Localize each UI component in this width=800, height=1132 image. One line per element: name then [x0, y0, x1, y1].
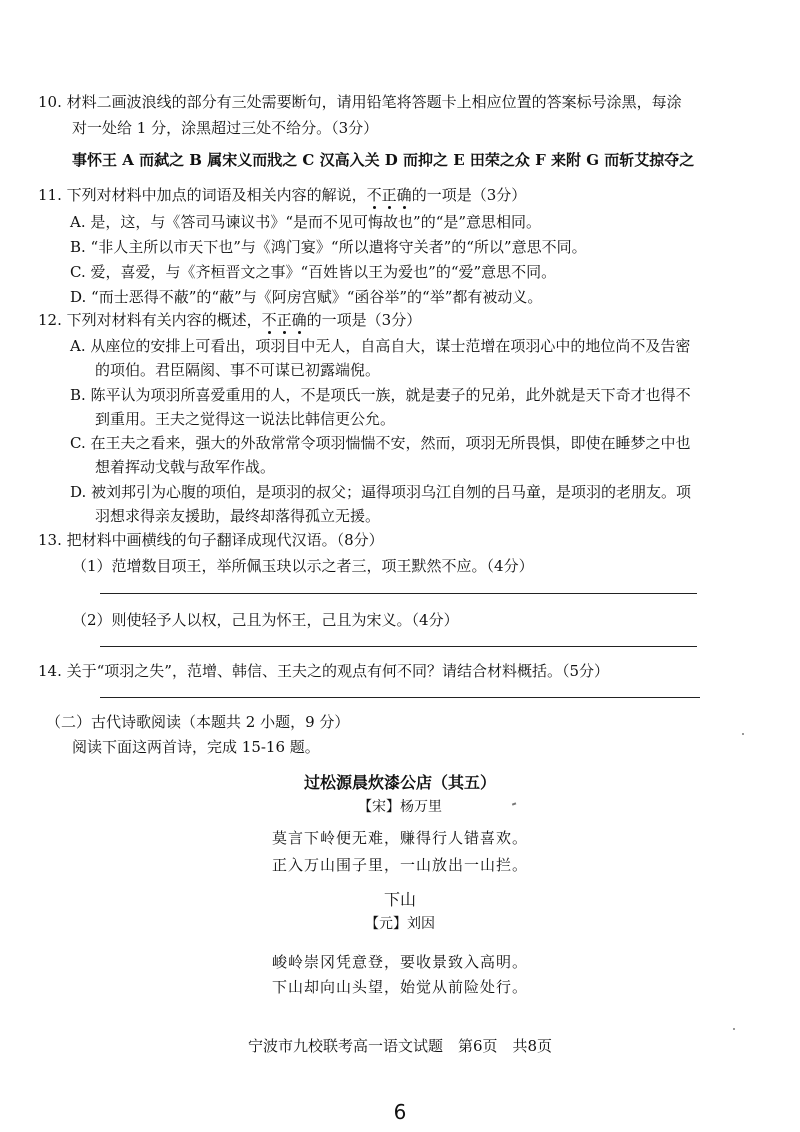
scan-speck — [733, 1028, 735, 1030]
q11-option-c: C. 爱，喜爱，与《齐桓晋文之事》“百姓皆以王为爱也”的“爱”意思不同。 — [70, 263, 557, 281]
q13-sub2: （2）则使轻予人以权，己且为怀王，己且为宋义。（4分） — [72, 611, 459, 629]
poem1-author: 【宋】杨万里 — [358, 799, 442, 815]
q12-option-d-line1: D. 被刘邦引为心腹的项伯，是项羽的叔父；逼得项羽乌江自刎的吕马童，是项羽的老朋友。项 — [70, 483, 692, 501]
q11-emphasis-bu: 不 — [366, 186, 382, 204]
q13-sub1-answer-line — [100, 593, 697, 594]
q12-option-a-line1: A. 从座位的安排上可看出，项羽目中无人，自高自大，谋士范增在项羽心中的地位尚不及告密 — [70, 337, 691, 355]
q11-option-d: D. “而士恶得不蔽”的“蔽”与《阿房宫赋》“函谷举”的“举”都有被动义。 — [70, 288, 543, 306]
q13-sub2-answer-line — [100, 646, 697, 647]
poem2-line2: 下山却向山头望，始觉从前险处行。 — [271, 978, 528, 996]
poem2-author: 【元】刘因 — [365, 916, 435, 932]
q14-answer-line — [100, 697, 700, 698]
poem1-line2: 正入万山围子里，一山放出一山拦。 — [271, 856, 528, 874]
q12-stem-after: 的一项是（3分） — [306, 311, 422, 329]
section2-instruction: 阅读下面这两首诗，完成 15-16 题。 — [72, 738, 320, 756]
q11-option-b: B. “非人主所以市天下也”与《鸿门宴》“所以遣将守关者”的“所以”意思不同。 — [70, 238, 587, 256]
q13-sub1: （1）范增数目项王，举所佩玉玦以示之者三，项王默然不应。（4分） — [72, 557, 534, 575]
q12-option-c-line1: C. 在王夫之看来，强大的外敌常常令项羽惴惴不安，然而，项羽无所畏惧，即使在睡梦之中也 — [70, 434, 691, 452]
q11-option-a: A. 是，这，与《答司马谏议书》“是而不见可悔故也”的“是”意思相同。 — [70, 213, 542, 231]
poem1-line1: 莫言下岭便无难，赚得行人错喜欢。 — [271, 829, 528, 847]
q12-option-b-line1: B. 陈平认为项羽所喜爱重用的人，不是项氏一族，就是妻子的兄弟，此外就是天下奇才也得不 — [70, 386, 691, 404]
q14-stem: 14. 关于“项羽之失”，范增、韩信、王夫之的观点有何不同？请结合材料概括。（5分） — [38, 662, 610, 680]
q12-emphasis-que: 确 — [291, 311, 307, 329]
q12-stem — [38, 310, 421, 330]
q11-stem-after: 的一项是（3分） — [411, 186, 527, 204]
q11-emphasis-que: 确 — [396, 186, 412, 204]
section2-heading: （二）古代诗歌阅读（本题共 2 小题，9 分） — [46, 713, 350, 731]
q10-stem-line2: 对一处给 1 分，涂黑超过三处不给分。（3分） — [72, 119, 379, 137]
q12-option-d-line2: 羽想求得亲友援助，最终却落得孤立无援。 — [95, 507, 381, 525]
q12-option-c-line2: 想着挥动戈戟与敌军作战。 — [95, 458, 276, 476]
poem2-title: 下山 — [383, 890, 416, 909]
q12-stem-before: 12. 下列对材料有关内容的概述， — [38, 311, 262, 329]
page-number: 6 — [393, 1100, 407, 1124]
q12-emphasis-zheng: 正 — [276, 311, 292, 329]
q11-emphasis-zheng: 正 — [381, 186, 397, 204]
q13-stem: 13. 把材料中画横线的句子翻译成现代汉语。（8分） — [38, 531, 384, 549]
poem1-title: 过松源晨炊漆公店（其五） — [303, 773, 496, 792]
q10-sentence: 事怀王 A 而弑之 B 属宋义而戕之 C 汉高入关 D 而抑之 E 田荣之众 F 来附 G 而斩艾掠夺之 — [72, 151, 695, 169]
page-footer: 宁波市九校联考高一语文试题 第6页 共8页 — [247, 1037, 553, 1055]
q12-option-a-line2: 的项伯。君臣隔阂、事不可谋已初露端倪。 — [95, 361, 381, 379]
scan-speck — [742, 733, 744, 735]
poem2-line1: 峻岭崇冈凭意登，要收景致入高明。 — [271, 953, 528, 971]
q11-stem — [38, 185, 526, 205]
q10-stem-line1: 10. 材料二画波浪线的部分有三处需要断句，请用铅笔将答题卡上相应位置的答案标号涂黑，每涂 — [38, 93, 682, 111]
q11-stem-before: 11. 下列对材料中加点的词语及相关内容的解说， — [38, 186, 367, 204]
q12-option-b-line2: 到重用。王夫之觉得这一说法比韩信更公允。 — [95, 410, 396, 428]
q12-emphasis-bu: 不 — [261, 311, 277, 329]
